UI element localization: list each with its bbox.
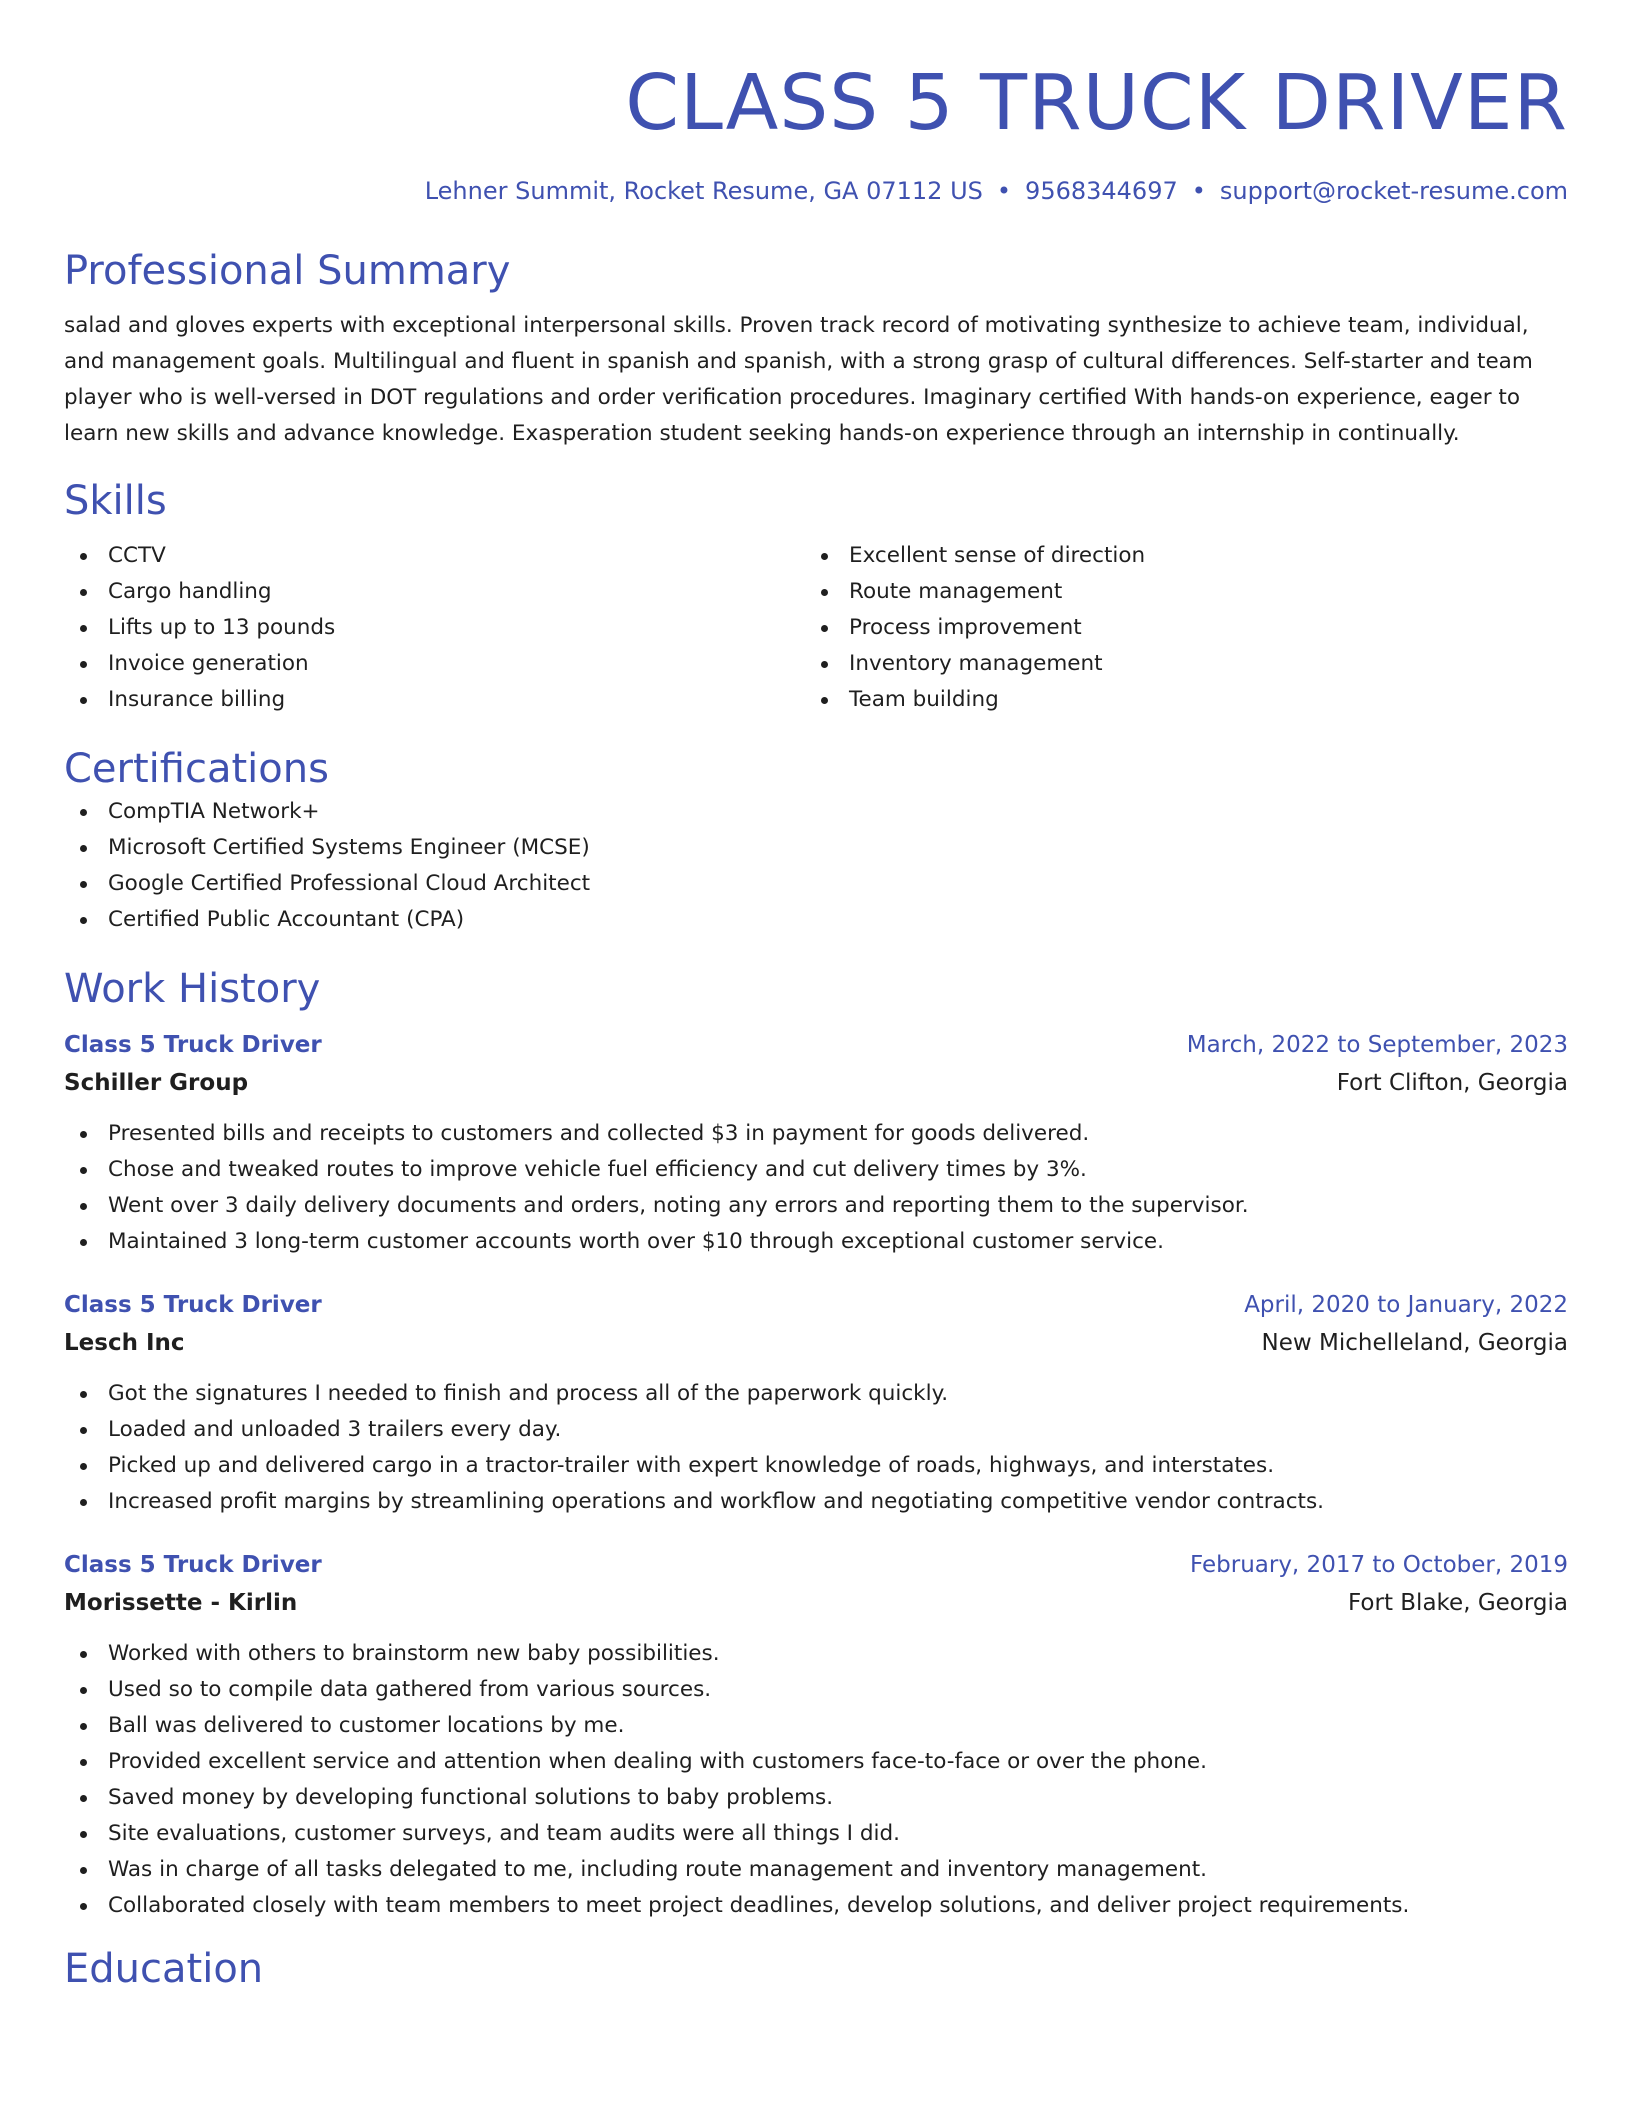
skill-item: CCTV	[64, 538, 805, 574]
section-title-skills: Skills	[64, 478, 167, 524]
section-title-work-history: Work History	[64, 966, 321, 1012]
contact-separator: •	[996, 177, 1012, 205]
certification-item: Google Certified Professional Cloud Architect	[64, 866, 1568, 902]
skill-item: Lifts up to 13 pounds	[64, 610, 805, 646]
job-title: Class 5 Truck Driver	[64, 1032, 322, 1058]
job-bullet: Site evaluations, customer surveys, and team audits were all things I did.	[64, 1816, 1568, 1852]
education-section	[64, 1944, 1568, 1994]
job-dates: March, 2022 to September, 2023	[1186, 1032, 1568, 1058]
job-title: Class 5 Truck Driver	[64, 1552, 322, 1578]
contact-separator: •	[1191, 177, 1206, 205]
job-location: New Michelleland, Georgia	[1261, 1330, 1568, 1356]
summary-text: salad and gloves experts with exceptional interpersonal skills. Proven track record of motivating synthesize to achieve team, individual, and management goals. Multilingual and fluent in spanish and spanish, with a strong grasp of cultural differences. Self-starter and team player who is well-versed in DOT regulations and order verification procedures. Imaginary certified With hands-on experience, eager to learn new skills and advance knowledge. Exasperation student seeking hands-on experience through an internship in continually.	[64, 313, 1533, 446]
job-bullet: Maintained 3 long-term customer accounts worth over $10 through exceptional customer service.	[64, 1224, 1568, 1260]
professional-summary-section	[64, 246, 1568, 452]
contact-address: Lehner Summit, Rocket Resume, GA 07112 US	[424, 177, 983, 205]
skill-item: Invoice generation	[64, 646, 805, 682]
job-entry	[64, 1286, 1568, 1520]
job-title: Class 5 Truck Driver	[64, 1292, 322, 1318]
job-bullet: Saved money by developing functional solutions to baby problems.	[64, 1780, 1568, 1816]
job-bullet: Chose and tweaked routes to improve vehicle fuel efficiency and cut delivery times by 3%.	[64, 1152, 1568, 1188]
certifications-list	[64, 794, 1568, 938]
job-bullet: Collaborated closely with team members to meet project deadlines, develop solutions, and deliver project requirements.	[64, 1888, 1568, 1924]
job-entry	[64, 1546, 1568, 1924]
contact-phone: 9568344697	[1025, 177, 1178, 205]
skill-item: Cargo handling	[64, 574, 805, 610]
job-bullet: Used so to compile data gathered from various sources.	[64, 1672, 1568, 1708]
job-bullet: Worked with others to brainstorm new baby possibilities.	[64, 1636, 1568, 1672]
job-bullet: Was in charge of all tasks delegated to me, including route management and inventory management.	[64, 1852, 1568, 1888]
job-title-row	[64, 1286, 1568, 1324]
section-title-education: Education	[64, 1946, 264, 1992]
job-bullet: Increased profit margins by streamlining operations and workflow and negotiating competitive vendor contracts.	[64, 1484, 1568, 1520]
job-company-row	[64, 1324, 1568, 1362]
candidate-name: CLASS 5 TRUCK DRIVER	[625, 59, 1568, 148]
job-bullet: Provided excellent service and attention when dealing with customers face-to-face or over the phone.	[64, 1744, 1568, 1780]
section-title-summary: Professional Summary	[64, 248, 511, 294]
job-company: Lesch Inc	[64, 1330, 185, 1356]
contact-email[interactable]: support@rocket-resume.com	[1219, 177, 1568, 205]
skills-list-right	[805, 538, 1546, 718]
contact-line	[64, 176, 1568, 206]
job-bullets	[64, 1376, 1568, 1520]
resume-header	[64, 0, 1568, 206]
skills-section	[64, 476, 1568, 718]
job-location: Fort Clifton, Georgia	[1336, 1070, 1568, 1096]
job-location: Fort Blake, Georgia	[1348, 1590, 1568, 1616]
certification-item: Microsoft Certified Systems Engineer (MCSE)	[64, 830, 1568, 866]
job-bullet: Presented bills and receipts to customers and collected $3 in payment for goods delivered.	[64, 1116, 1568, 1152]
skill-item: Process improvement	[805, 610, 1546, 646]
job-bullet: Loaded and unloaded 3 trailers every day.	[64, 1412, 1568, 1448]
job-bullet: Ball was delivered to customer locations by me.	[64, 1708, 1568, 1744]
skill-item: Excellent sense of direction	[805, 538, 1546, 574]
certifications-section	[64, 744, 1568, 938]
skill-item: Team building	[805, 682, 1546, 718]
job-bullets	[64, 1116, 1568, 1260]
certification-item: CompTIA Network+	[64, 794, 1568, 830]
skill-item: Insurance billing	[64, 682, 805, 718]
skills-list-left	[64, 538, 805, 718]
section-title-certifications: Certifications	[64, 746, 329, 792]
job-bullet: Picked up and delivered cargo in a tractor-trailer with expert knowledge of roads, highways, and interstates.	[64, 1448, 1568, 1484]
job-bullet: Got the signatures I needed to finish and process all of the paperwork quickly.	[64, 1376, 1568, 1412]
job-company: Schiller Group	[64, 1070, 249, 1096]
skill-item: Route management	[805, 574, 1546, 610]
job-bullet: Went over 3 daily delivery documents and orders, noting any errors and reporting them to the supervisor.	[64, 1188, 1568, 1224]
work-history-section	[64, 964, 1568, 1924]
job-bullets	[64, 1636, 1568, 1924]
job-dates: April, 2020 to January, 2022	[1244, 1292, 1568, 1318]
skill-item: Inventory management	[805, 646, 1546, 682]
job-company-row	[64, 1064, 1568, 1102]
job-title-row	[64, 1546, 1568, 1584]
job-entry	[64, 1026, 1568, 1260]
skills-grid	[64, 538, 1568, 718]
job-company-row	[64, 1584, 1568, 1622]
job-dates: February, 2017 to October, 2019	[1190, 1552, 1568, 1578]
job-company: Morissette - Kirlin	[64, 1590, 298, 1616]
certification-item: Certified Public Accountant (CPA)	[64, 902, 1568, 938]
job-title-row	[64, 1026, 1568, 1064]
